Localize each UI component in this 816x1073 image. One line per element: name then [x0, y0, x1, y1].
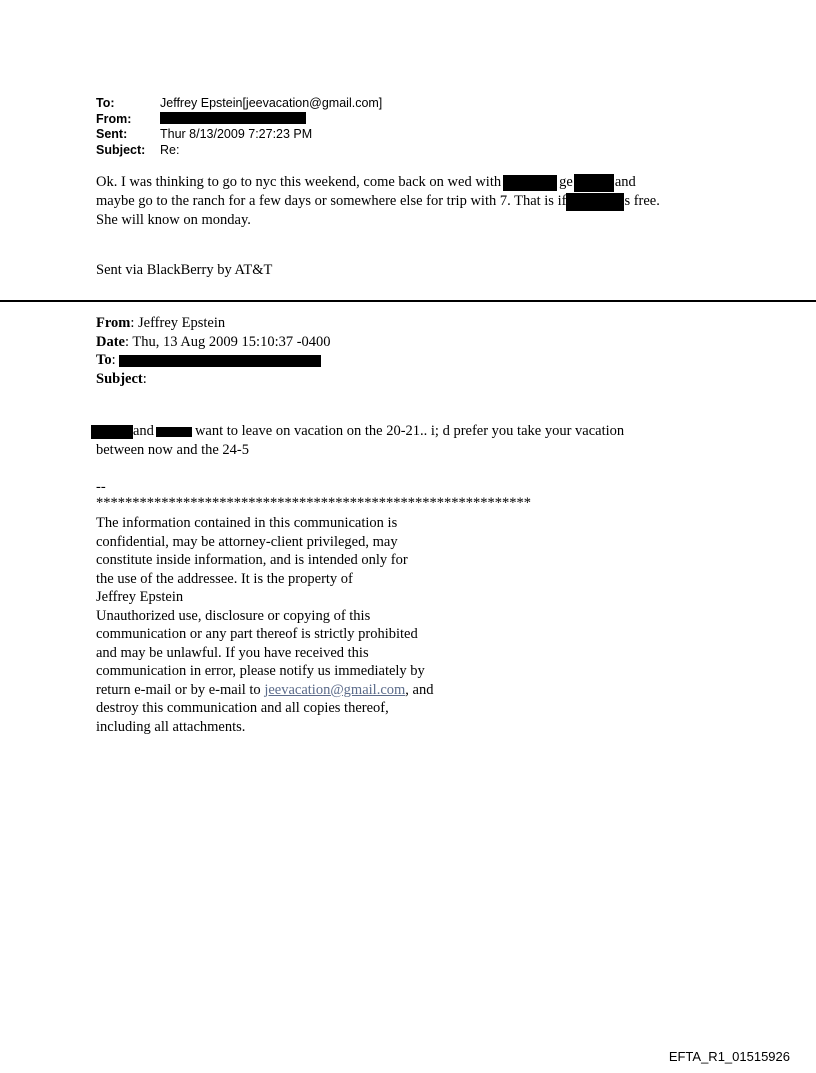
reply-text: and [614, 174, 636, 190]
orig-from-row [96, 314, 331, 333]
disclaimer-line: confidential, may be attorney-client privileged, may [96, 533, 398, 550]
redaction-box [91, 425, 133, 439]
redaction-box [119, 355, 321, 367]
redaction-box [566, 193, 624, 211]
orig-from-value: : Jeffrey Epstein [130, 315, 226, 331]
disclaimer-text: , and [405, 681, 434, 698]
orig-subject-label: Subject [96, 370, 143, 387]
reply-text: maybe go to the ranch for a few days or somewhere else for trip with 7. That is if [96, 193, 567, 209]
orig-to-label: To [96, 352, 112, 368]
disclaimer-text: return e-mail or by e-mail to [96, 681, 265, 698]
divider [0, 300, 816, 302]
reply-text: s free. [624, 193, 660, 209]
sent-label: Sent: [96, 127, 128, 141]
bates-number: EFTA_R1_01515926 [668, 1049, 790, 1064]
orig-body-text: and [133, 423, 154, 439]
orig-to-row [96, 351, 331, 370]
orig-to-sep: : [111, 352, 116, 368]
reply-text: Ok. I was thinking to go to nyc this weekend, come back on wed with [96, 174, 502, 190]
from-label: From: [96, 111, 132, 126]
orig-body-line-2: between now and the 24-5 [96, 442, 250, 458]
orig-date-value: : Thu, 13 Aug 2009 15:10:37 -0400 [125, 333, 331, 350]
signature: Sent via BlackBerry by AT&T [96, 262, 273, 278]
to-row [96, 96, 382, 112]
subject-value: Re: [160, 142, 180, 157]
disclaimer-line: The information contained in this communication is [96, 515, 398, 531]
reply-line-3: She will know on monday. [96, 212, 251, 228]
dashes: -- [96, 479, 106, 495]
disclaimer-line: Unauthorized use, disclosure or copying of this [96, 607, 371, 624]
orig-subject-sep: : [142, 370, 147, 387]
redaction-box [503, 175, 557, 191]
orig-date-row [96, 333, 331, 352]
to-value: Jeffrey Epstein[jeevacation@gmail.com] [160, 96, 383, 110]
signature-separator [96, 479, 531, 511]
disclaimer-line: constitute inside information, and is intended only for [96, 552, 408, 568]
original-body [91, 422, 624, 460]
orig-subject-row [96, 370, 331, 389]
to-label: To: [96, 96, 115, 110]
reply-line-1 [96, 173, 660, 192]
from-row [96, 112, 382, 128]
disclaimer-line: and may be unlawful. If you have received this [96, 644, 369, 661]
disclaimer-line: Jeffrey Epstein [96, 589, 184, 605]
disclaimer-line: the use of the addressee. It is the property of [96, 570, 353, 587]
disclaimer-line: communication or any part thereof is strictly prohibited [96, 626, 418, 642]
email-link[interactable]: jeevacation@gmail.com [264, 681, 406, 698]
disclaimer-line: including all attachments. [96, 718, 246, 735]
redaction-box [160, 112, 306, 124]
email-header [96, 96, 382, 158]
disclaimer-line: communication in error, please notify us immediately by [96, 663, 425, 679]
reply-body [96, 173, 660, 230]
original-header [96, 314, 331, 388]
stars-line: ************************************************************ [96, 495, 531, 511]
reply-text: ge [559, 174, 573, 190]
disclaimer-line: destroy this communication and all copies thereof, [96, 700, 389, 716]
subject-row [96, 143, 382, 159]
disclaimer [96, 514, 433, 736]
sent-row [96, 127, 382, 143]
orig-date-label: Date [96, 333, 125, 350]
orig-body-text: want to leave on vacation on the 20-21.. i; d prefer you take your vacation [194, 423, 625, 439]
reply-line-2 [96, 192, 660, 211]
sent-value: Thur 8/13/2009 7:27:23 PM [160, 127, 313, 141]
orig-body-line-1 [91, 422, 624, 441]
subject-label: Subject: [96, 142, 146, 157]
disclaimer-line [96, 681, 433, 700]
orig-from-label: From [96, 315, 131, 331]
redaction-box [574, 174, 614, 192]
redaction-box [156, 427, 192, 437]
